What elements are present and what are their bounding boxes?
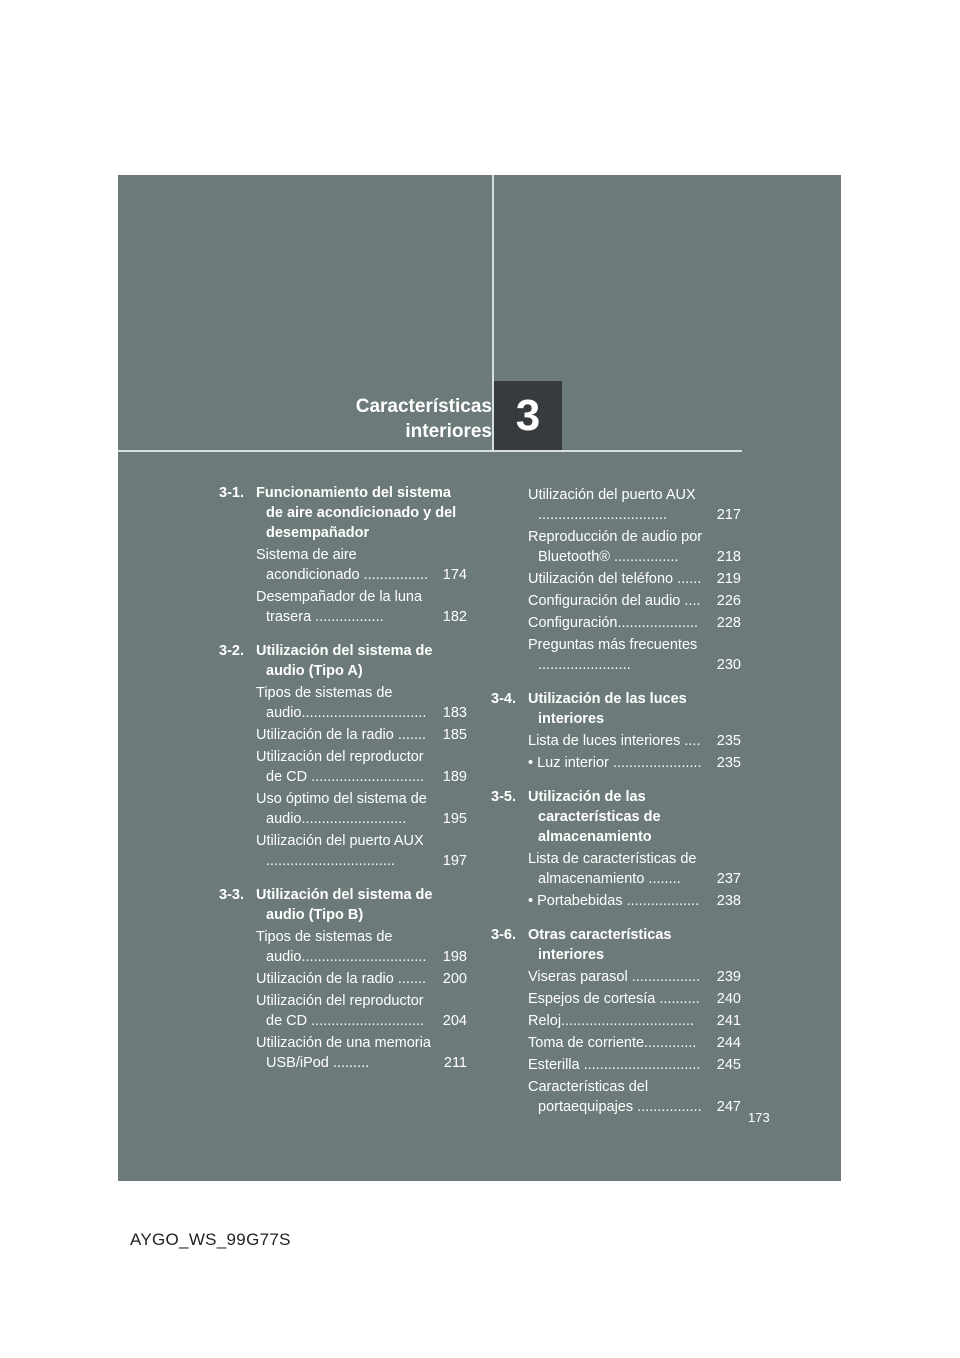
- toc-section-title: Utilización de las luces interiores: [528, 691, 687, 727]
- toc-entry-label: Uso óptimo del sistema de audio..........................: [256, 791, 427, 827]
- toc-entry-label: Utilización del reproductor de CD ............................: [256, 749, 424, 785]
- toc-section-heading[interactable]: [219, 483, 467, 543]
- toc-section-title: Utilización de las características de almacenamiento: [528, 789, 661, 845]
- toc-entry-label: Viseras parasol .................: [528, 969, 701, 985]
- toc-entry-page: 237: [716, 871, 741, 887]
- toc-section: [491, 925, 741, 1117]
- toc-entry-label: Utilización de la radio .......: [256, 727, 427, 743]
- toc-entry[interactable]: [256, 927, 467, 967]
- toc-entry-label: Preguntas más frecuentes .......................: [528, 637, 698, 673]
- chapter-title-line2: interiores: [405, 421, 492, 442]
- toc-entry-page: 228: [716, 615, 741, 631]
- toc-entry-page: 235: [716, 733, 741, 749]
- toc-entry-page: 198: [442, 949, 467, 965]
- toc-section-title: Otras características interiores: [528, 927, 672, 963]
- toc-entry-page: 185: [442, 727, 467, 743]
- toc-entry[interactable]: [256, 725, 467, 745]
- toc-entry-page: 235: [716, 755, 741, 771]
- toc-entry-label: Utilización de la radio .......: [256, 971, 427, 987]
- toc-section-heading[interactable]: [491, 925, 741, 965]
- toc-entry-page: 200: [442, 971, 467, 987]
- toc-entry-label: Utilización del reproductor de CD ............................: [256, 993, 424, 1029]
- toc-entry-label: Espejos de cortesía ..........: [528, 991, 700, 1007]
- toc-section-heading[interactable]: [219, 885, 467, 925]
- toc-section: [491, 787, 741, 911]
- toc-entry-label: Reloj.................................: [528, 1013, 694, 1029]
- toc-entry[interactable]: [528, 753, 741, 773]
- toc-entry[interactable]: [528, 1033, 741, 1053]
- toc-entry-page: 230: [716, 657, 741, 673]
- toc-entry-page: 217: [716, 507, 741, 523]
- toc-entry-page: 195: [442, 811, 467, 827]
- toc-entry[interactable]: [256, 683, 467, 723]
- toc-section-title: Utilización del sistema de audio (Tipo A): [256, 643, 433, 679]
- toc-entry-page: 219: [716, 571, 741, 587]
- toc-entry[interactable]: [528, 591, 741, 611]
- toc-item-list: [491, 967, 741, 1117]
- toc-entry[interactable]: [528, 1055, 741, 1075]
- toc-section-number: 3-5.: [491, 789, 516, 805]
- toc-left-column: [219, 483, 467, 1087]
- toc-entry-page: 241: [716, 1013, 741, 1029]
- toc-section-heading[interactable]: [219, 641, 467, 681]
- toc-entry[interactable]: [528, 1077, 741, 1117]
- toc-entry[interactable]: [528, 485, 741, 525]
- toc-section-title: Funcionamiento del sistema de aire acondicionado y del desempañador: [256, 485, 457, 541]
- toc-section-number: 3-4.: [491, 691, 516, 707]
- toc-entry-page: 211: [443, 1055, 467, 1071]
- toc-entry-page: 245: [716, 1057, 741, 1073]
- toc-entry-label: Lista de luces interiores ....: [528, 733, 701, 749]
- toc-entry-label: Configuración del audio ....: [528, 593, 701, 609]
- toc-entry-page: 218: [716, 549, 741, 565]
- toc-section-number: 3-3.: [219, 887, 244, 903]
- toc-item-list: [219, 927, 467, 1073]
- chapter-number-box: 3: [494, 381, 562, 450]
- toc-entry-label: Utilización de una memoria USB/iPod .........: [256, 1035, 431, 1071]
- toc-entry[interactable]: [528, 569, 741, 589]
- toc-entry-label: • Luz interior ......................: [528, 755, 702, 771]
- toc-entry[interactable]: [256, 789, 467, 829]
- toc-section: [219, 885, 467, 1073]
- toc-entry-page: 174: [442, 567, 467, 583]
- toc-entry-page: 240: [716, 991, 741, 1007]
- toc-entry[interactable]: [256, 545, 467, 585]
- toc-entry-label: Utilización del puerto AUX ................................: [256, 833, 424, 869]
- chapter-title-line1: Características: [355, 396, 492, 417]
- toc-entry[interactable]: [528, 849, 741, 889]
- toc-entry-label: Configuración....................: [528, 615, 699, 631]
- toc-item-list: [491, 731, 741, 773]
- toc-entry-label: Tipos de sistemas de audio...............................: [256, 685, 427, 721]
- toc-entry[interactable]: [256, 1033, 467, 1073]
- toc-entry-page: 244: [716, 1035, 741, 1051]
- toc-entry[interactable]: [528, 635, 741, 675]
- toc-entry-page: 247: [716, 1099, 741, 1115]
- toc-item-list: [491, 849, 741, 911]
- toc-section-number: 3-1.: [219, 485, 244, 501]
- toc-item-list: [219, 683, 467, 871]
- toc-entry[interactable]: [528, 613, 741, 633]
- toc-entry-label: Desempañador de la luna trasera .................: [256, 589, 423, 625]
- page-number: 173: [748, 1110, 770, 1125]
- toc-section: [219, 483, 467, 627]
- toc-right-column: [491, 483, 741, 1131]
- toc-entry-label: Esterilla .............................: [528, 1057, 701, 1073]
- toc-entry-page: 238: [716, 893, 741, 909]
- toc-entry-label: Tipos de sistemas de audio...............................: [256, 929, 427, 965]
- toc-entry-label: Lista de características de almacenamiento ........: [528, 851, 697, 887]
- toc-section-title: Utilización del sistema de audio (Tipo B): [256, 887, 433, 923]
- toc-section-heading[interactable]: [491, 787, 741, 847]
- toc-entry[interactable]: [528, 967, 741, 987]
- toc-entry[interactable]: [528, 527, 741, 567]
- toc-entry[interactable]: [528, 731, 741, 751]
- horizontal-divider: [118, 450, 742, 452]
- toc-entry-label: • Portabebidas ..................: [528, 893, 700, 909]
- toc-entry-page: 182: [442, 609, 467, 625]
- chapter-title: [356, 394, 492, 444]
- toc-entry[interactable]: [528, 891, 741, 911]
- toc-entry-page: 189: [442, 769, 467, 785]
- toc-entry-label: Utilización del teléfono ......: [528, 571, 702, 587]
- toc-section: [491, 485, 741, 675]
- toc-entry-label: Reproducción de audio por Bluetooth® ................: [528, 529, 703, 565]
- toc-section-number: 3-6.: [491, 927, 516, 943]
- toc-entry-page: 183: [442, 705, 467, 721]
- toc-entry[interactable]: [256, 831, 467, 871]
- toc-section: [491, 689, 741, 773]
- toc-entry-label: Toma de corriente.............: [528, 1035, 697, 1051]
- toc-entry[interactable]: [256, 969, 467, 989]
- toc-entry-page: 204: [442, 1013, 467, 1029]
- toc-entry[interactable]: [256, 587, 467, 627]
- toc-entry-page: 226: [716, 593, 741, 609]
- toc-entry-label: Características del portaequipajes ................: [528, 1079, 702, 1115]
- toc-entry[interactable]: [256, 991, 467, 1031]
- toc-entry-page: 239: [716, 969, 741, 985]
- toc-item-list: [219, 545, 467, 627]
- toc-section: [219, 641, 467, 871]
- toc-section-number: 3-2.: [219, 643, 244, 659]
- footer-code: AYGO_WS_99G77S: [130, 1230, 291, 1249]
- toc-entry-label: Sistema de aire acondicionado ................: [256, 547, 429, 583]
- toc-entry[interactable]: [528, 1011, 741, 1031]
- toc-item-list: [491, 485, 741, 675]
- toc-section-heading[interactable]: [491, 689, 741, 729]
- toc-entry-label: Utilización del puerto AUX ................................: [528, 487, 696, 523]
- toc-entry[interactable]: [256, 747, 467, 787]
- toc-entry[interactable]: [528, 989, 741, 1009]
- toc-entry-page: 197: [442, 853, 467, 869]
